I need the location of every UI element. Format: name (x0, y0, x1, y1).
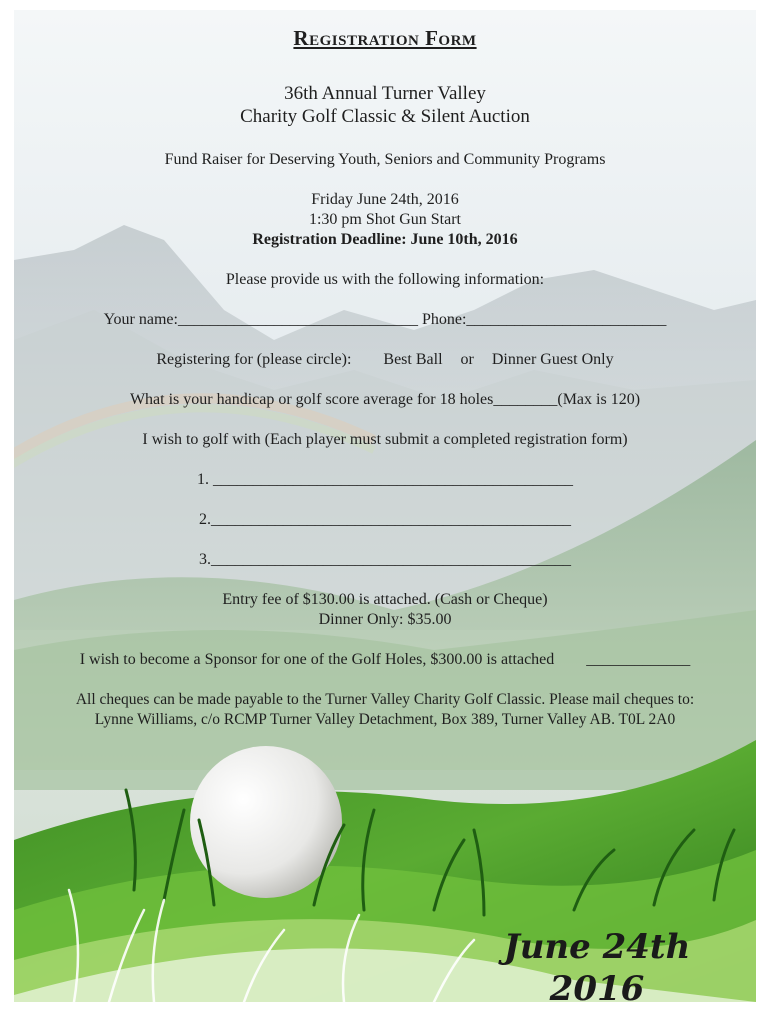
option-dinner-guest[interactable]: Dinner Guest Only (491, 351, 614, 368)
sponsor-row (14, 650, 756, 670)
form-content (14, 10, 756, 1002)
event-title-line2: Charity Golf Classic & Silent Auction (240, 106, 530, 127)
registration-page (14, 10, 756, 1002)
registering-for-row (14, 350, 756, 370)
cheques-line-1: All cheques can be made payable to the Turner Valley Charity Golf Classic. Please mail cheques to: (75, 691, 695, 708)
event-title-line1: 36th Annual Turner Valley (284, 83, 486, 104)
registration-deadline: Registration Deadline: June 10th, 2016 (252, 231, 518, 248)
dinner-fee: Dinner Only: $35.00 (318, 611, 452, 628)
golf-with-label: I wish to golf with (Each player must submit a completed registration form) (142, 431, 628, 448)
name-field[interactable]: Your name:______________________________ (103, 311, 418, 328)
player-2-field[interactable]: 2._____________________________________________ (199, 511, 571, 528)
option-or: or (460, 351, 474, 368)
phone-field[interactable]: Phone:_________________________ (421, 311, 667, 328)
registering-for-label: Registering for (please circle): (156, 351, 352, 368)
date-stamp-line2: 2016 (549, 969, 645, 1002)
form-title: Registration Form (293, 26, 477, 50)
date-stamp-line1: June 24th (503, 927, 691, 967)
player-1-field[interactable]: 1. _____________________________________________ (197, 471, 573, 488)
event-date: Friday June 24th, 2016 (311, 191, 459, 208)
entry-fee: Entry fee of $130.00 is attached. (Cash or Cheque) (222, 591, 548, 608)
handicap-field[interactable]: What is your handicap or golf score average for 18 holes________(Max is 120) (129, 391, 641, 408)
info-prompt: Please provide us with the following information: (225, 271, 545, 288)
option-best-ball[interactable]: Best Ball (383, 351, 443, 368)
sponsor-field[interactable]: _____________ (586, 651, 691, 668)
sponsor-label: I wish to become a Sponsor for one of the Golf Holes, $300.00 is attached (79, 651, 555, 668)
name-phone-row (14, 310, 756, 330)
cheques-line-2: Lynne Williams, c/o RCMP Turner Valley Detachment, Box 389, Turner Valley AB. T0L 2A0 (94, 711, 676, 728)
player-3-field[interactable]: 3._____________________________________________ (199, 551, 571, 568)
tagline: Fund Raiser for Deserving Youth, Seniors and Community Programs (164, 151, 606, 168)
start-time: 1:30 pm Shot Gun Start (308, 211, 461, 228)
